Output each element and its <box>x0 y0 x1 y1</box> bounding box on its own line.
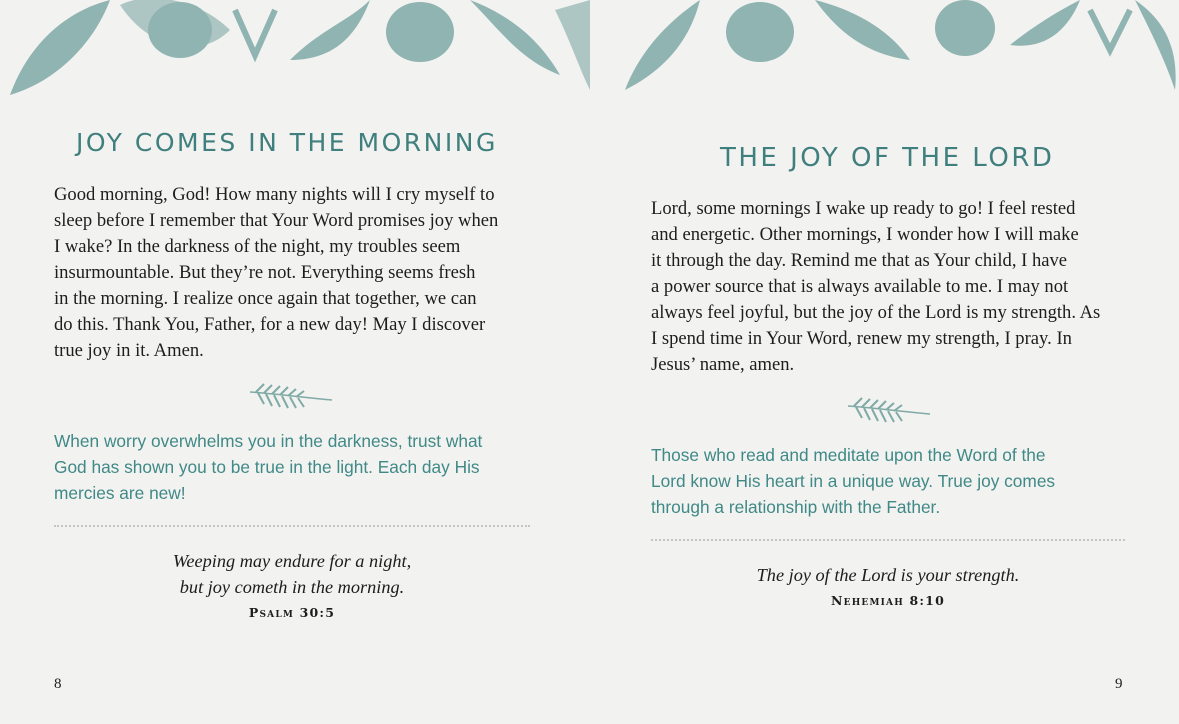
page-title: THE JOY OF THE LORD <box>720 143 1055 173</box>
prayer-text <box>54 182 530 364</box>
verse-reference: Nehemiah 8:10 <box>831 593 945 608</box>
fern-divider-icon <box>248 382 334 412</box>
prayer-line: true joy in it. Amen. <box>54 340 204 361</box>
prayer-line: Good morning, God! How many nights will I cry myself to <box>54 184 495 205</box>
page-title: JOY COMES IN THE MORNING <box>76 128 498 157</box>
verse-text <box>54 548 530 600</box>
prayer-line: sleep before I remember that Your Word promises joy when <box>54 210 499 231</box>
prayer-line: I wake? In the darkness of the night, my troubles seem <box>54 236 461 257</box>
reflection-text <box>651 442 1131 520</box>
prayer-line: in the morning. I realize once again that together, we can <box>54 288 477 309</box>
verse-line: but joy cometh in the morning. <box>179 577 405 597</box>
prayer-line: do this. Thank You, Father, for a new day! May I discover <box>54 314 486 335</box>
prayer-line: and energetic. Other mornings, I wonder how I will make <box>651 224 1079 245</box>
prayer-line: insurmountable. But they’re not. Everything seems fresh <box>54 262 476 283</box>
reflection-line: God has shown you to be true in the light. Each day His <box>54 457 480 477</box>
prayer-text <box>651 196 1125 378</box>
prayer-line: a power source that is always available to me. I may not <box>651 276 1069 297</box>
leaf-border-decoration <box>590 0 1179 100</box>
prayer-line: it through the day. Remind me that as Your child, I have <box>651 250 1068 271</box>
reflection-line: mercies are new! <box>54 483 186 503</box>
page-number: 9 <box>1115 676 1123 692</box>
reflection-text <box>54 428 534 506</box>
page-number: 8 <box>54 676 62 692</box>
reflection-line: When worry overwhelms you in the darkness, trust what <box>54 431 483 451</box>
right-page <box>590 0 1179 724</box>
verse-line: The joy of the Lord is your strength. <box>756 565 1020 585</box>
prayer-line: Lord, some mornings I wake up ready to go! I feel rested <box>651 198 1076 219</box>
fern-divider-icon <box>846 396 932 426</box>
prayer-line: I spend time in Your Word, renew my strength, I pray. In <box>651 328 1072 349</box>
dotted-divider <box>651 539 1125 541</box>
verse-text <box>651 562 1125 588</box>
verse-reference: Psalm 30:5 <box>248 605 336 620</box>
prayer-line: always feel joyful, but the joy of the Lord is my strength. As <box>651 302 1101 323</box>
verse-line: Weeping may endure for a night, <box>172 551 412 571</box>
leaf-border-decoration <box>0 0 590 100</box>
dotted-divider <box>54 525 530 527</box>
reflection-line: through a relationship with the Father. <box>651 497 941 517</box>
reflection-line: Those who read and meditate upon the Word of the <box>651 445 1046 465</box>
reflection-line: Lord know His heart in a unique way. True joy comes <box>651 471 1056 491</box>
prayer-line: Jesus’ name, amen. <box>651 354 795 375</box>
